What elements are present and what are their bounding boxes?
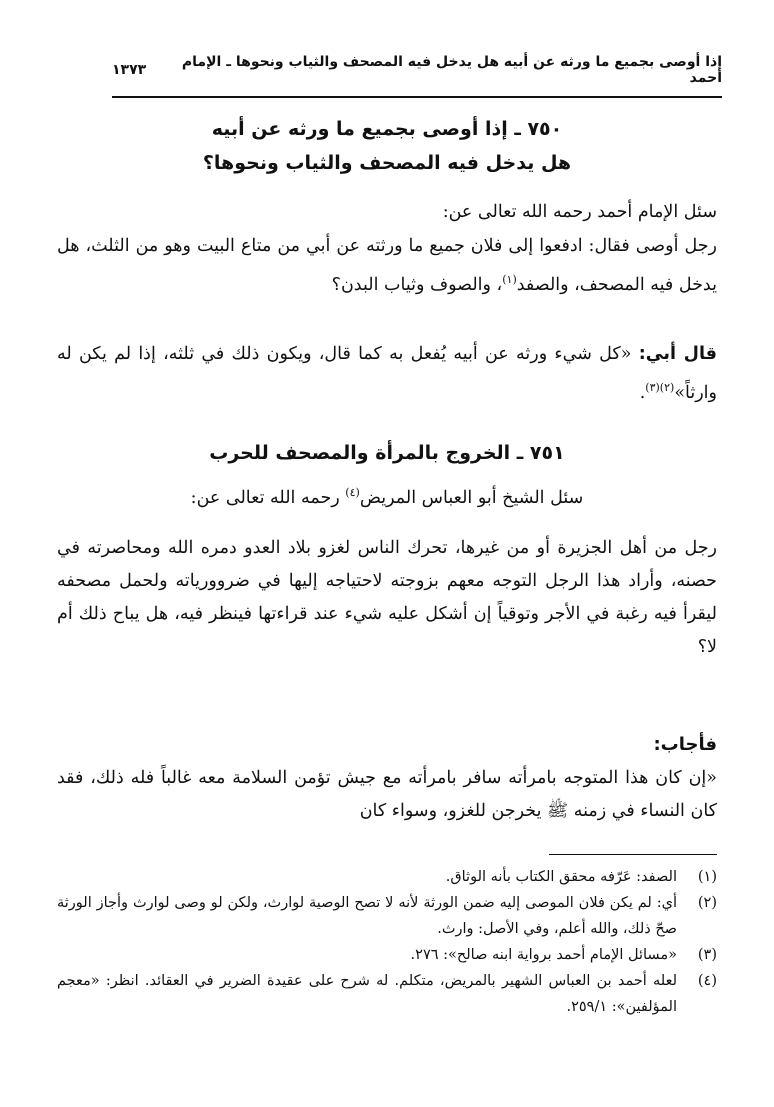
footnote-number: (٢) xyxy=(697,895,717,911)
answer-text: «كل شيء ورثه عن أبيه يُفعل به كما قال، ويكون ذلك في ثلثه، إذا لم يكن له وارثاً» xyxy=(57,344,717,403)
footnote-ref-1: (١) xyxy=(502,273,517,286)
section-750-heading xyxy=(90,112,684,180)
footnote-number: (٤) xyxy=(697,973,717,989)
answer-end: . xyxy=(639,382,646,403)
footnote xyxy=(57,890,717,942)
page-number: ١٣٧٣ xyxy=(112,62,147,78)
running-title: إذا أوصى بجميع ما ورثه عن أبيه هل يدخل فيه المصحف والثياب ونحوها ـ الإمام أحمد xyxy=(181,54,722,86)
footnote-text: «مسائل الإمام أحمد برواية ابنه صالح»: ٢٧٦. xyxy=(410,947,677,963)
footnote-rule xyxy=(549,854,717,855)
question-part2: ، والصوف وثياب البدن؟ xyxy=(331,274,503,295)
footnote-ref-2-3: (٢)(٣) xyxy=(645,381,675,394)
section-750-heading-line2: هل يدخل فيه المصحف والثياب ونحوها؟ xyxy=(202,152,572,174)
footnote xyxy=(57,968,717,1020)
section-751-question: رجل من أهل الجزيرة أو من غيرها، تحرك الناس لغزو بلاد العدو دمره الله ومحاصرته في حصنه، وأراد هذا الرجل التوجه معهم بزوجته لاحتياجه إليها في ضروورياته ولحمل مصحفه ليقرأ فيه رغبة في الأجر وتوقياً إن أشكل عليه شيء عند قراءتها فينظر فيه، هل يباح ذلك أم لا؟ xyxy=(57,538,717,657)
footnote xyxy=(57,864,717,890)
section-750-question xyxy=(57,230,717,302)
footnote-text: الصفد: عَرّفه محقق الكتاب بأنه الوثاق. xyxy=(445,869,677,885)
intro-part-b: رحمه الله تعالى عن: xyxy=(190,487,346,508)
section-751-heading: ٧٥١ ـ الخروج بالمرأة والمصحف للحرب xyxy=(209,442,565,464)
footnotes xyxy=(57,864,717,1020)
question-part1: رجل أوصى فقال: ادفعوا إلى فلان جميع ما ورثته عن أبي من متاع البيت وهو من الثلث، هل يدخل فيه المصحف، والصفد xyxy=(57,236,717,295)
footnote-text: لعله أحمد بن العباس الشهير بالمريض، متكلم. له شرح على عقيدة الضرير في العقائد. انظر: «معجم المؤلفين»: ٢٥٩/١. xyxy=(57,973,677,1015)
footnote-text: أي: لم يكن فلان الموصى إليه ضمن الورثة لأنه لا تصح الوصية لوارث، ولكن لو وصى لوارث وأجاز الورثة صحّ ذلك، والله أعلم، وفي الأصل: وارث. xyxy=(57,895,677,937)
footnote-number: (١) xyxy=(697,869,717,885)
section-750-answer xyxy=(57,338,717,410)
intro-part-a: سئل الشيخ أبو العباس المريض xyxy=(359,487,584,508)
footnote xyxy=(57,942,717,968)
section-750-heading-line1: ٧٥٠ ـ إذا أوصى بجميع ما ورثه عن أبيه xyxy=(211,118,563,140)
footnote-ref-4: (٤) xyxy=(345,486,360,499)
section-751-question-intro xyxy=(140,476,634,515)
running-header xyxy=(112,56,722,84)
section-751-answer-label: فأجاب: xyxy=(653,734,717,755)
header-rule xyxy=(112,96,722,98)
section-750-question-intro: سئل الإمام أحمد رحمه الله تعالى عن: xyxy=(442,202,717,222)
section-751-answer: «إن كان هذا المتوجه بامرأته سافر بامرأته مع جيش تؤمن السلامة معه غالباً فله ذلك، فقد كان النساء في زمنه ﷺ يخرجن للغزو، وسواء كان xyxy=(57,768,717,821)
answer-label: قال أبي: xyxy=(638,344,717,364)
footnote-number: (٣) xyxy=(697,947,717,963)
